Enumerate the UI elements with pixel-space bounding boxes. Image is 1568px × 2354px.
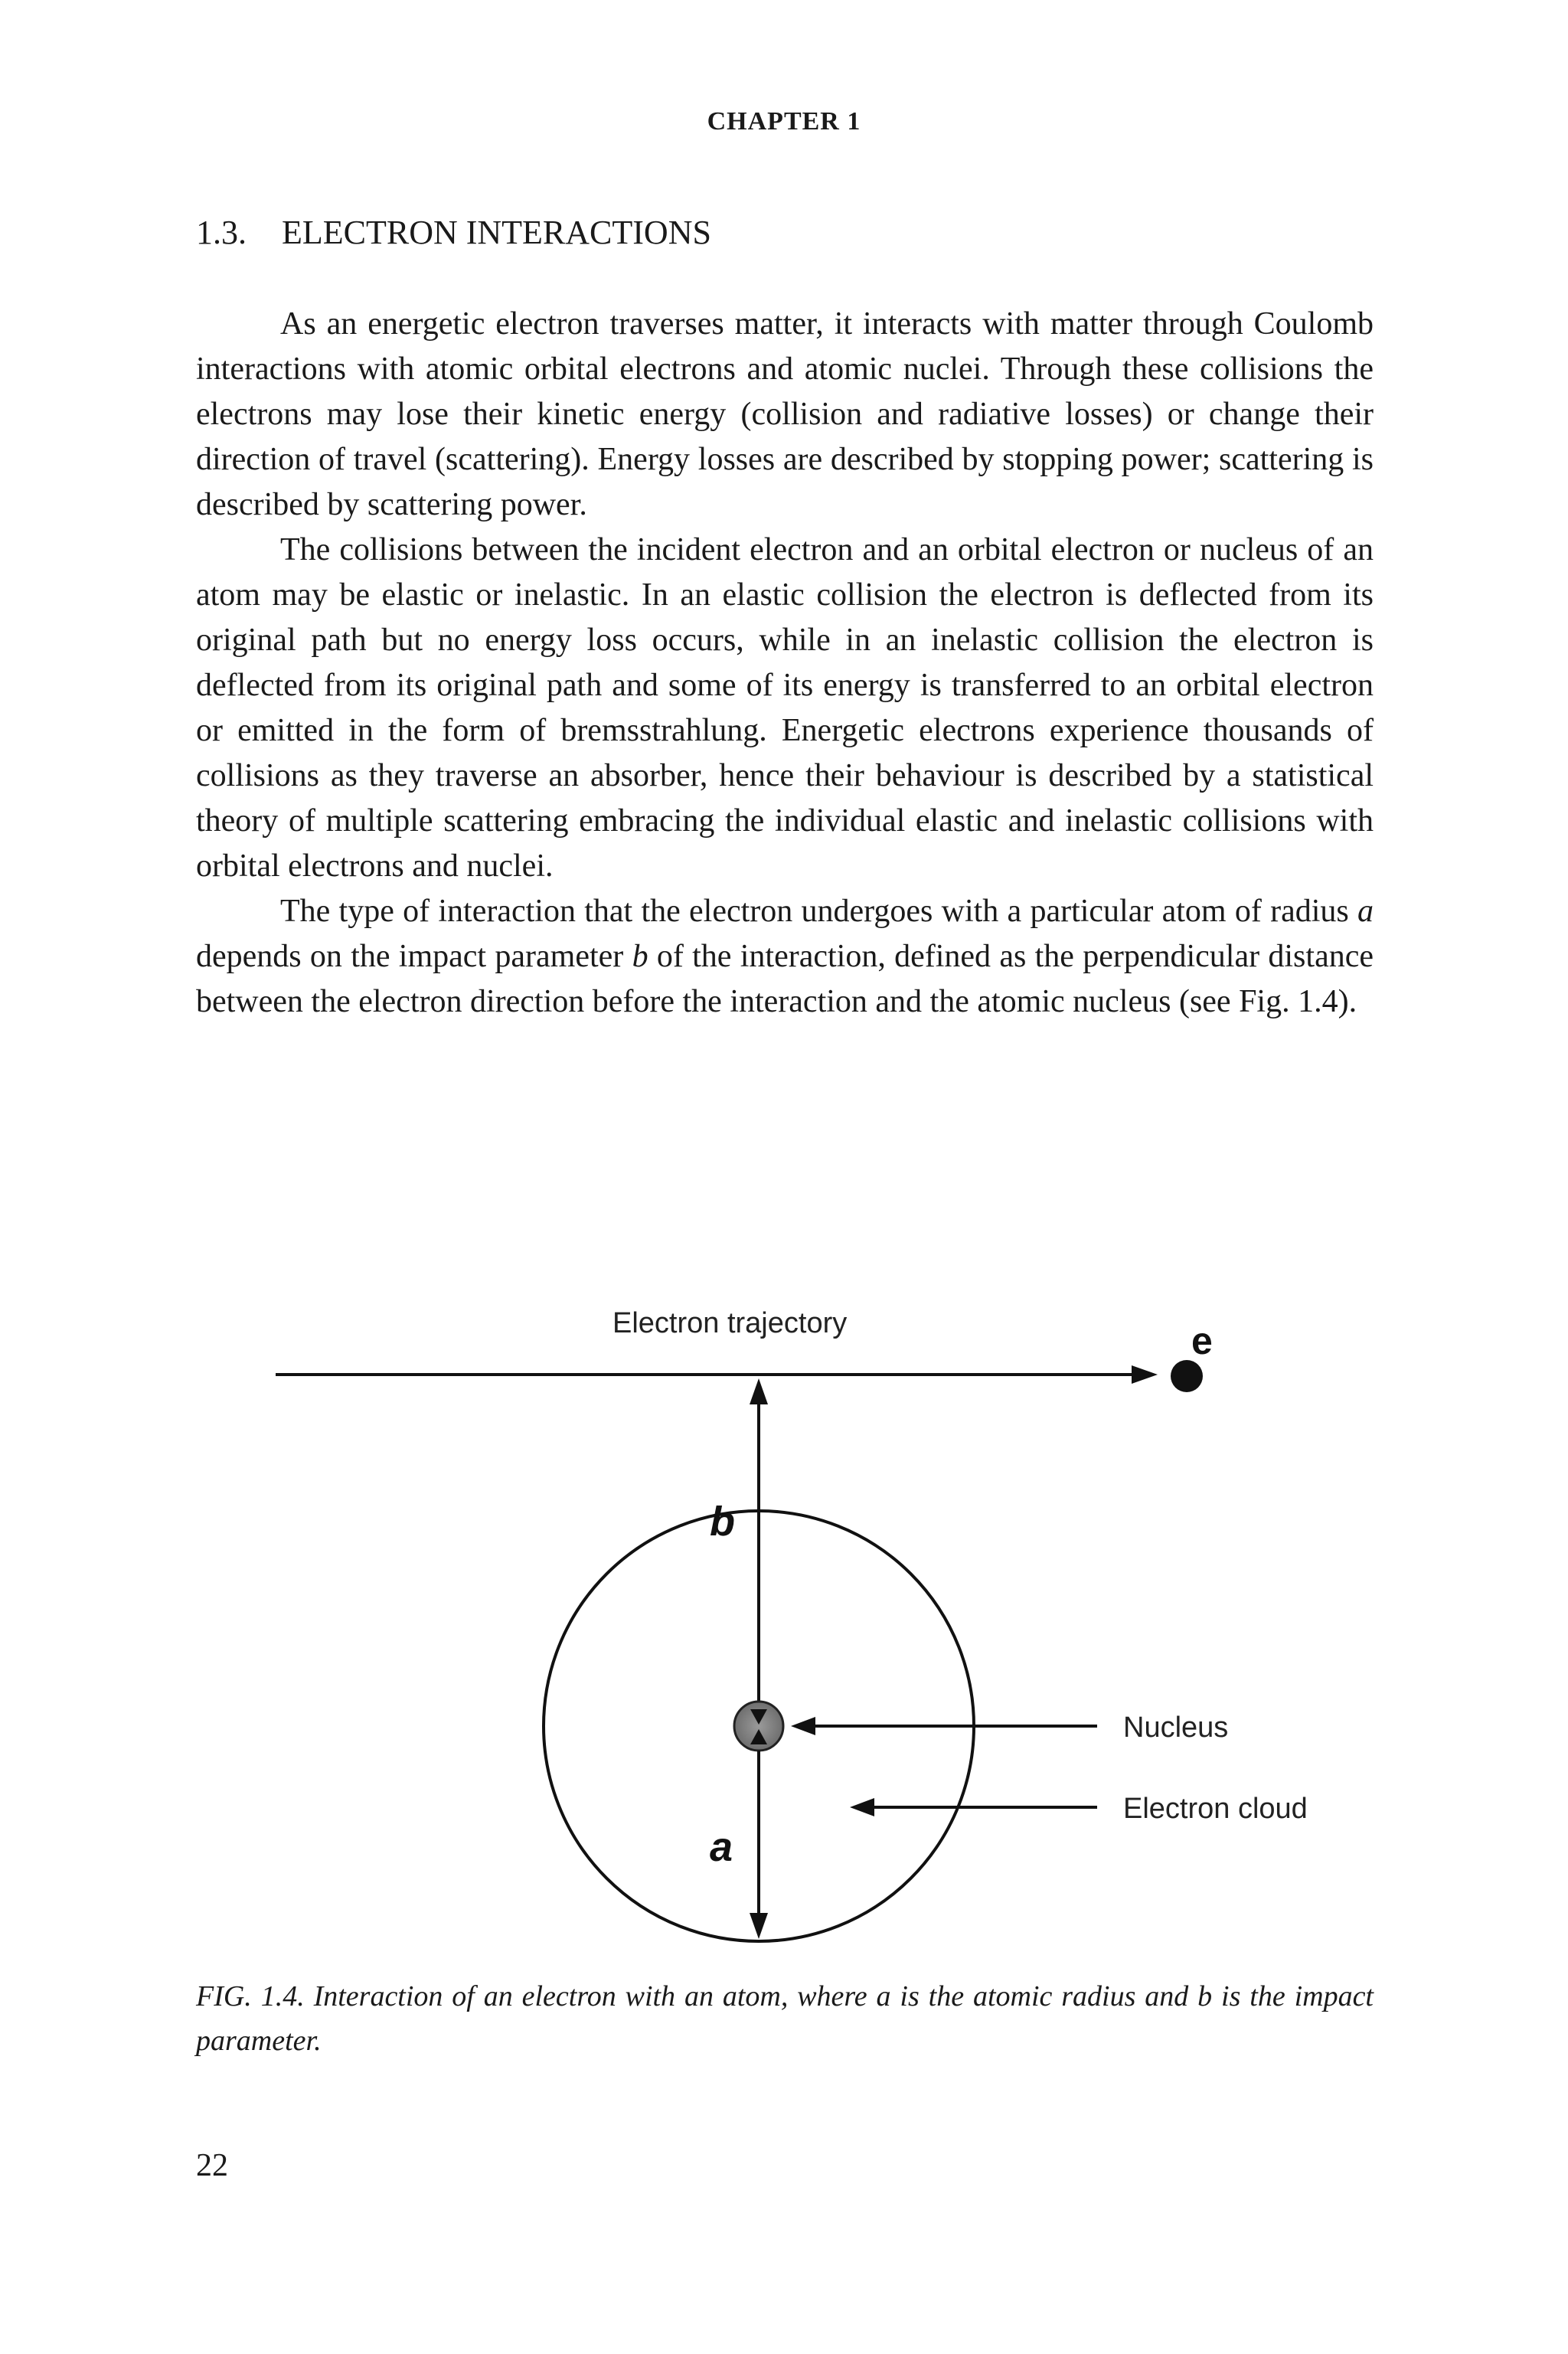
trajectory-arrowhead xyxy=(1132,1365,1158,1384)
paragraph-3-text: depends on the impact parameter xyxy=(196,939,632,974)
paragraph-3 xyxy=(196,889,1374,1025)
electron-cloud-label: Electron cloud xyxy=(1123,1793,1308,1825)
radius-bottom-arrowhead xyxy=(750,1913,768,1939)
page-number: 22 xyxy=(196,2148,228,2183)
paragraph-3-text: The type of interaction that the electron undergoes with a particular atom of radius xyxy=(280,894,1357,929)
nucleus-pointer-arrowhead xyxy=(791,1717,815,1735)
paragraph-2: The collisions between the incident electron and an orbital electron or nucleus of an atom may be elastic or inelastic. In an elastic collision the electron is deflected from its original path but no energy loss occurs, while in an inelastic collision the electron is deflected from its original path and some of its energy is transferred to an orbital electron or emitted in the form of bremsstrahlung. Energetic electrons experience thousands of collisions as they traverse an absorber, hence their behaviour is described by a statistical theory of multiple scattering embracing the individual elastic and inelastic collisions with orbital electrons and nuclei. xyxy=(196,532,1374,884)
figure-electron-atom-interaction xyxy=(253,1271,1370,1960)
paragraph-3-text: of the interaction, defined as the perpendicular distance between the electron direction before the interaction and the atomic nucleus (see Fig. 1.4). xyxy=(196,939,1374,1019)
section-heading xyxy=(196,213,711,252)
paragraph-1: As an energetic electron traverses matter, it interacts with matter through Coulomb interactions with atomic orbital electrons and atomic nuclei. Through these collisions the electrons may lose their kinetic energy (collision and radiative losses) or change their direction of travel (scattering). Energy losses are described by stopping power; scattering is described by scattering power. xyxy=(196,306,1374,522)
running-head: CHAPTER 1 xyxy=(707,107,861,136)
variable-b: b xyxy=(632,939,648,974)
variable-a: a xyxy=(1357,894,1374,929)
impact-top-arrowhead xyxy=(750,1378,768,1404)
cloud-pointer-arrowhead xyxy=(850,1798,874,1816)
trajectory-label: Electron trajectory xyxy=(612,1307,848,1339)
nucleus-label: Nucleus xyxy=(1123,1712,1229,1744)
section-number: 1.3. xyxy=(196,214,247,251)
electron-dot xyxy=(1171,1360,1203,1392)
figure-diagram xyxy=(253,1271,1370,1960)
figure-caption: FIG. 1.4. Interaction of an electron with an atom, where a is the atomic radius and b is the impact parameter. xyxy=(196,1980,1374,2057)
section-title: ELECTRON INTERACTIONS xyxy=(282,214,711,251)
electron-label: e xyxy=(1191,1319,1213,1362)
atomic-radius-label: a xyxy=(710,1824,733,1870)
impact-parameter-label: b xyxy=(710,1499,735,1545)
body-text xyxy=(196,302,1374,1025)
